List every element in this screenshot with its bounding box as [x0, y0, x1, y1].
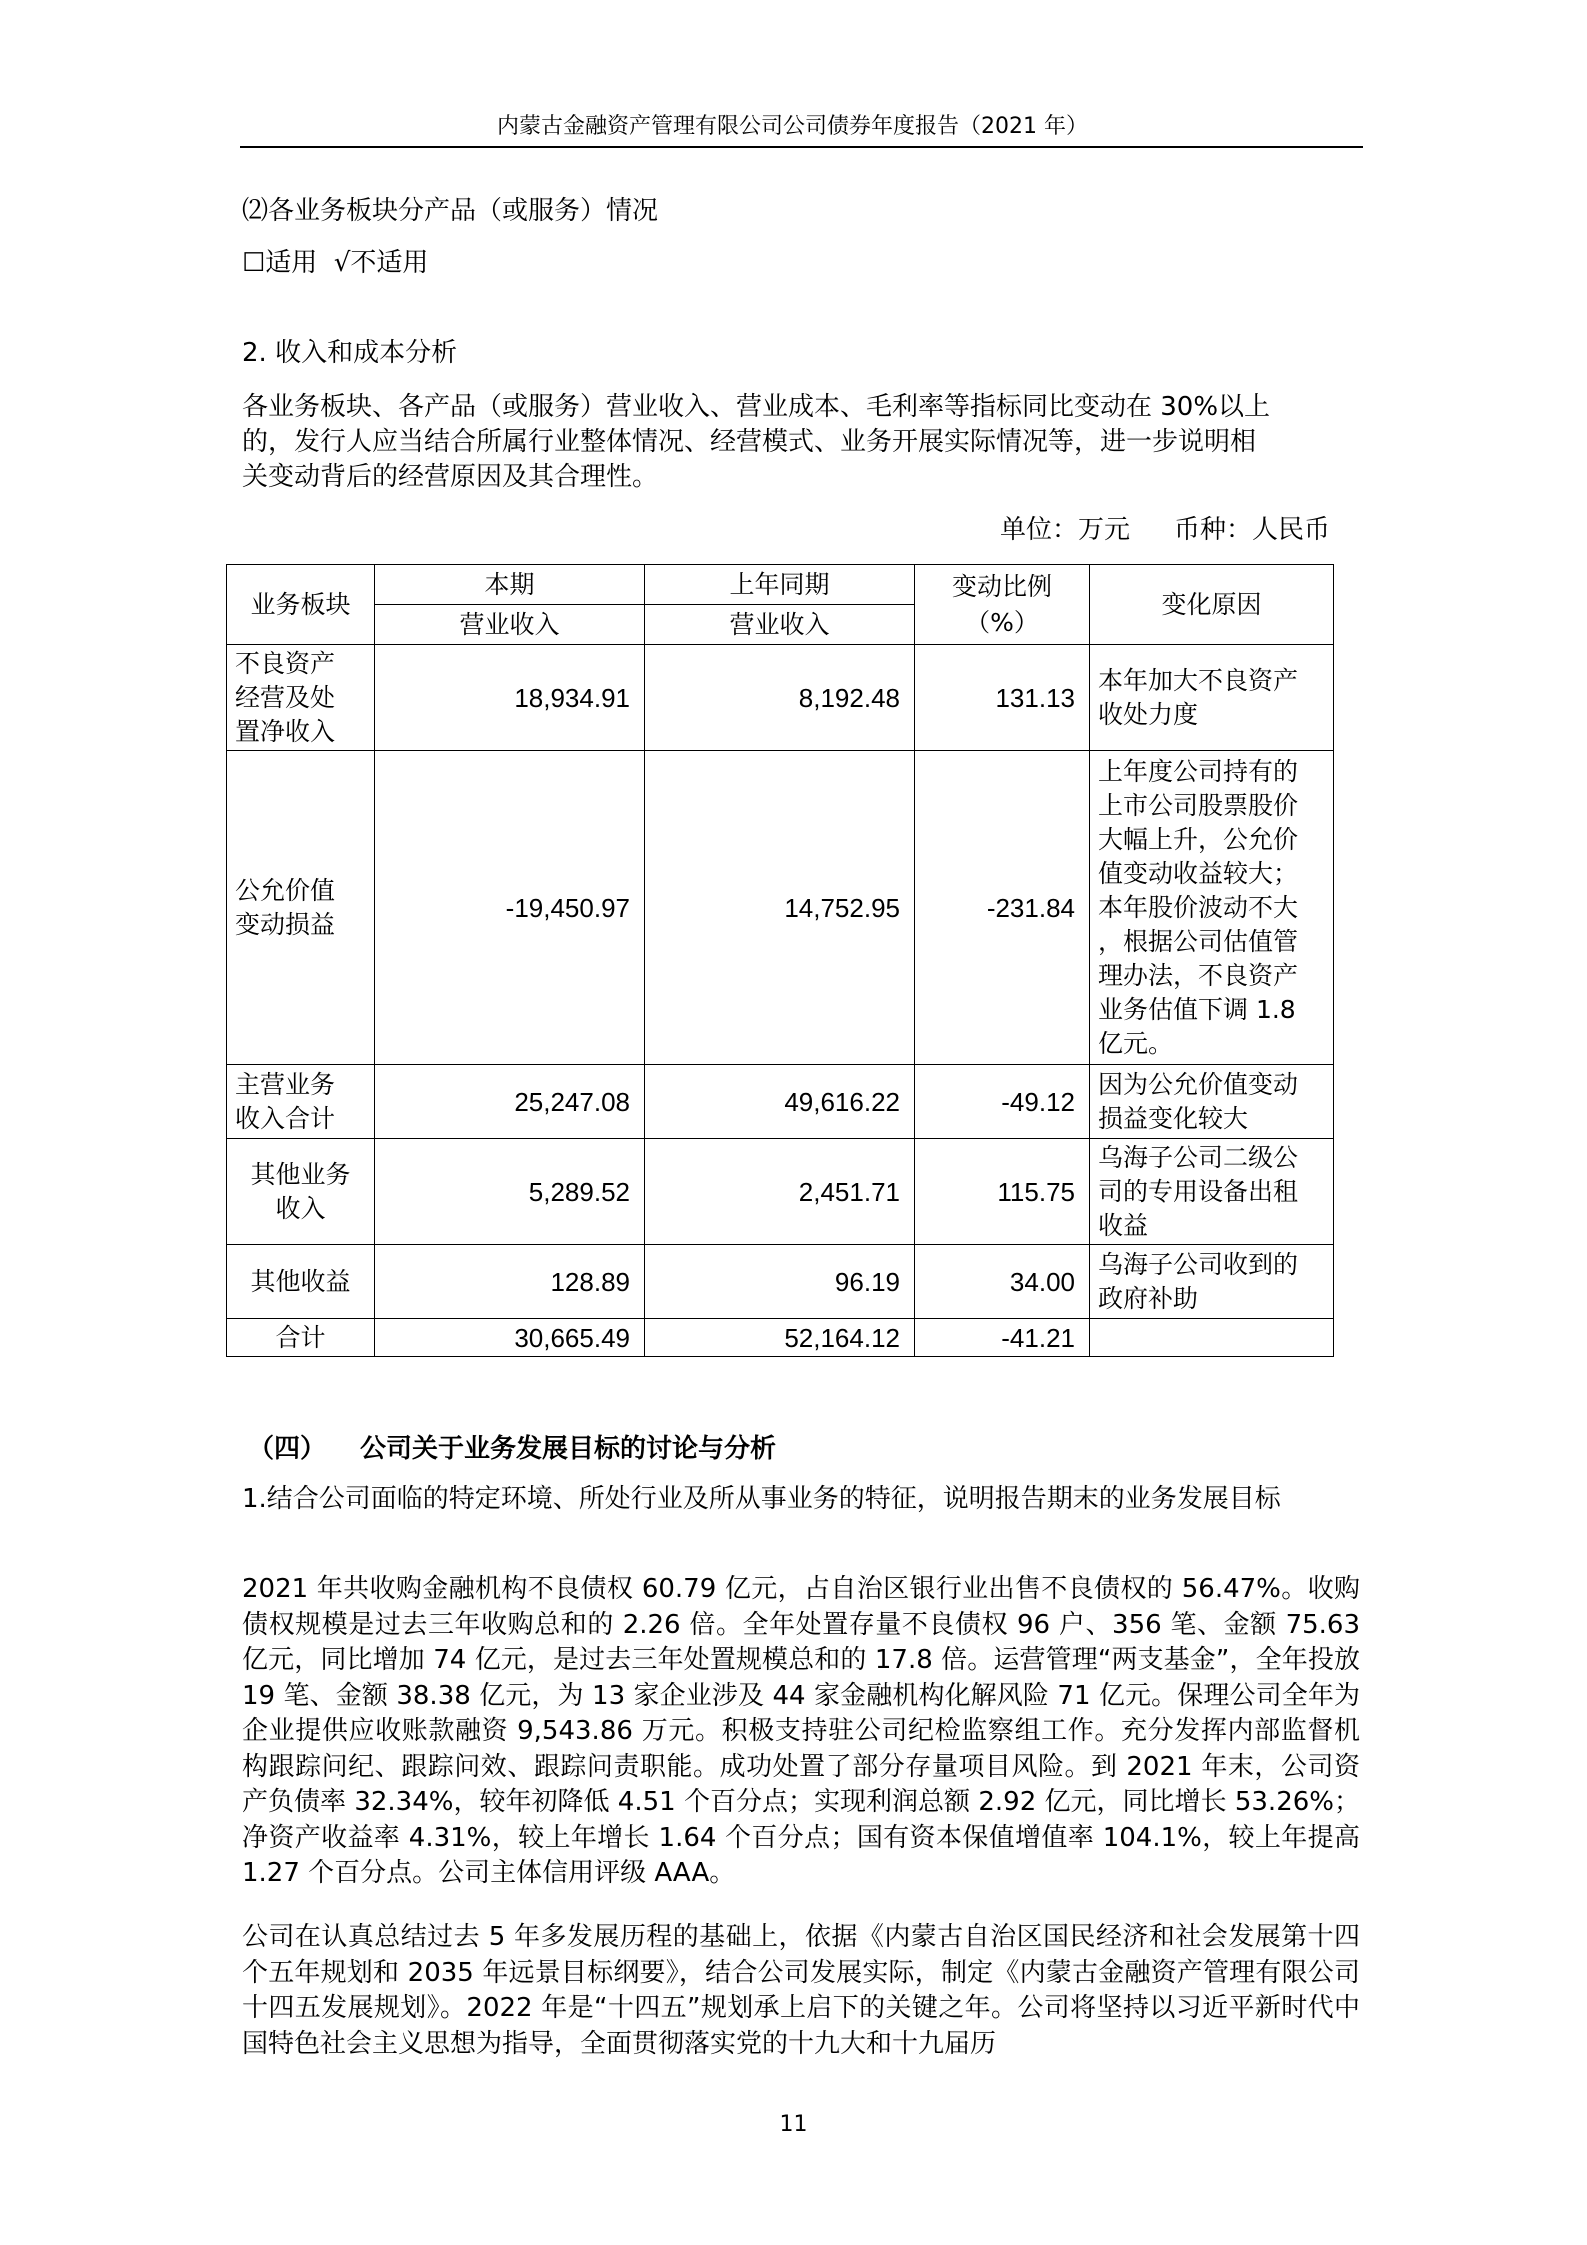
header-current-sub: 营业收入	[375, 605, 645, 645]
row-segment: 主营业务 收入合计	[227, 1065, 375, 1139]
header-prior-sub: 营业收入	[645, 605, 915, 645]
row-prior: 96.19	[645, 1245, 915, 1319]
applicability-options: ☐适用 √不适用	[242, 248, 429, 278]
row-change: -231.84	[915, 751, 1090, 1065]
row-change: 115.75	[915, 1139, 1090, 1245]
row-change: -49.12	[915, 1065, 1090, 1139]
row-reason	[1090, 1319, 1334, 1357]
row-segment: 公允价值 变动损益	[227, 751, 375, 1065]
row-current: 25,247.08	[375, 1065, 645, 1139]
table-total-row	[227, 1319, 1334, 1357]
business-goal-subheading: 1.结合公司面临的特定环境、所处行业及所从事业务的特征，说明报告期末的业务发展目标	[242, 1484, 1281, 1514]
section-number: （四）	[248, 1434, 327, 1464]
page-number: 11	[779, 2112, 808, 2137]
header-reason: 变化原因	[1090, 565, 1334, 645]
table-row	[227, 1245, 1334, 1319]
subsection-heading: ⑵各业务板块分产品（或服务）情况	[242, 196, 659, 226]
row-reason: 上年度公司持有的 上市公司股票股价 大幅上升，公允价 值变动收益较大； 本年股价波动不大 ，根据公司估值管 理办法，不良资产 业务估值下调 1.8 亿元。	[1090, 751, 1334, 1065]
row-segment: 其他业务 收入	[227, 1139, 375, 1245]
business-review-paragraph: 2021 年共收购金融机构不良债权 60.79 亿元，占自治区银行业出售不良债权的 56.47%。收购债权规模是过去三年收购总和的 2.26 倍。全年处置存量不良债权 96 户、356 笔、金额 75.63 亿元，同比增加 74 亿元，是过去三年处置规模总和的 17.8 倍。运营管理“两支基金”，全年投放 19 笔、金额 38.38 亿元，为 13 家企业涉及 44 家金融机构化解风险 71 亿元。保理公司全年为企业提供应收账款融资 9,543.86 万元。积极支持驻公司纪检监察组工作。充分发挥内部监督机构跟踪问纪、跟踪问效、跟踪问责职能。成功处置了部分存量项目风险。到 2021 年末，公司资产负债率 32.34%，较年初降低 4.51 个百分点；实现利润总额 2.92 亿元，同比增长 53.26%；净资产收益率 4.31%，较上年增长 1.64 个百分点；国有资本保值增值率 104.1%，较上年提高 1.27 个百分点。公司主体信用评级 AAA。	[242, 1574, 1360, 1888]
header-current: 本期	[375, 565, 645, 605]
row-current: 128.89	[375, 1245, 645, 1319]
section-heading-income-cost: 2. 收入和成本分析	[242, 338, 458, 368]
page-header-title: 内蒙古金融资产管理有限公司公司债券年度报告（2021 年）	[497, 114, 1088, 139]
row-reason: 乌海子公司收到的 政府补助	[1090, 1245, 1334, 1319]
row-current: 5,289.52	[375, 1139, 645, 1245]
row-change: 34.00	[915, 1245, 1090, 1319]
row-change: -41.21	[915, 1319, 1090, 1357]
row-current: -19,450.97	[375, 751, 645, 1065]
row-current: 18,934.91	[375, 645, 645, 751]
row-reason: 乌海子公司二级公 司的专用设备出租 收益	[1090, 1139, 1334, 1245]
table-row	[227, 645, 1334, 751]
currency-label: 币种：人民币	[1173, 515, 1330, 545]
header-change: 变动比例 （%）	[915, 565, 1090, 645]
intro-line-1: 各业务板块、各产品（或服务）营业收入、营业成本、毛利率等指标同比变动在 30%以上	[242, 392, 1271, 422]
intro-line-3: 关变动背后的经营原因及其合理性。	[242, 462, 659, 492]
header-prior: 上年同期	[645, 565, 915, 605]
header-segment: 业务板块	[227, 565, 375, 645]
section-title: 公司关于业务发展目标的讨论与分析	[360, 1434, 777, 1464]
row-segment: 合计	[227, 1319, 375, 1357]
unit-label: 单位：万元	[999, 515, 1130, 545]
header-divider	[240, 146, 1363, 148]
table-row	[227, 1139, 1334, 1245]
unit-currency-line	[860, 513, 1330, 547]
row-segment: 不良资产 经营及处 置净收入	[227, 645, 375, 751]
row-segment: 其他收益	[227, 1245, 375, 1319]
revenue-table	[226, 564, 1334, 1357]
row-prior: 49,616.22	[645, 1065, 915, 1139]
row-prior: 8,192.48	[645, 645, 915, 751]
row-reason: 因为公允价值变动 损益变化较大	[1090, 1065, 1334, 1139]
row-prior: 52,164.12	[645, 1319, 915, 1357]
row-prior: 14,752.95	[645, 751, 915, 1065]
row-change: 131.13	[915, 645, 1090, 751]
section-four-heading	[248, 1432, 776, 1466]
row-current: 30,665.49	[375, 1319, 645, 1357]
row-prior: 2,451.71	[645, 1139, 915, 1245]
intro-line-2: 的，发行人应当结合所属行业整体情况、经营模式、业务开展实际情况等，进一步说明相	[242, 427, 1257, 457]
development-plan-paragraph: 公司在认真总结过去 5 年多发展历程的基础上，依据《内蒙古自治区国民经济和社会发展第十四个五年规划和 2035 年远景目标纲要》，结合公司发展实际，制定《内蒙古金融资产管理有限公司十四五发展规划》。2022 年是“十四五”规划承上启下的关键之年。公司将坚持以习近平新时代中国特色社会主义思想为指导，全面贯彻落实党的十九大和十九届历	[242, 1922, 1360, 2059]
table-row	[227, 751, 1334, 1065]
row-reason: 本年加大不良资产 收处力度	[1090, 645, 1334, 751]
table-row	[227, 1065, 1334, 1139]
